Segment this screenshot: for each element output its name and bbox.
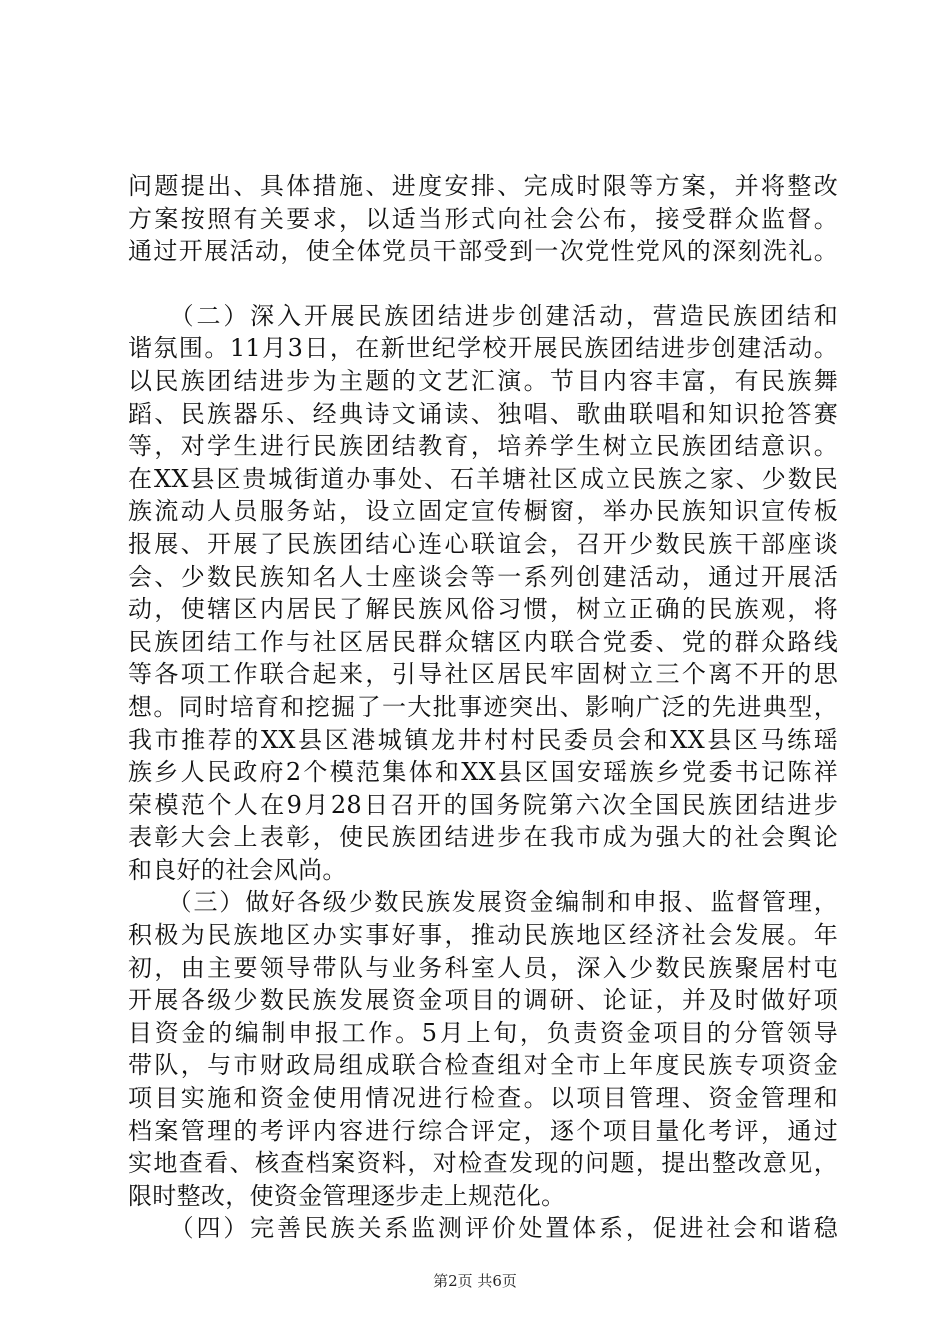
paragraph-4 xyxy=(128,1212,838,1245)
text-line: 蹈、民族器乐、经典诗文诵读、独唱、歌曲联唱和知识抢答赛 xyxy=(128,399,838,428)
text-line: 报展、开展了民族团结心连心联谊会，召开少数民族干部座谈 xyxy=(128,529,838,558)
text-line: 开展各级少数民族发展资金项目的调研、论证，并及时做好项 xyxy=(128,986,838,1015)
paragraph-3 xyxy=(128,886,838,1212)
text-line: 方案按照有关要求，以适当形式向社会公布，接受群众监督。 xyxy=(128,204,838,233)
text-line: 在XX县区贵城街道办事处、石羊塘社区成立民族之家、少数民 xyxy=(128,464,838,493)
paragraph-2 xyxy=(128,300,838,887)
document-body xyxy=(128,170,838,1245)
text-line: （四）完善民族关系监测评价处置体系，促进社会和谐稳 xyxy=(128,1214,838,1243)
text-line: 族流动人员服务站，设立固定宣传橱窗，举办民族知识宣传板 xyxy=(128,497,838,526)
text-line: 目资金的编制申报工作。5月上旬，负责资金项目的分管领导 xyxy=(128,1018,838,1047)
text-line: 带队，与市财政局组成联合检查组对全市上年度民族专项资金 xyxy=(128,1051,838,1080)
text-line: （三）做好各级少数民族发展资金编制和申报、监督管理， xyxy=(128,888,838,917)
text-line: 以民族团结进步为主题的文艺汇演。节目内容丰富，有民族舞 xyxy=(128,366,838,395)
text-line: （二）深入开展民族团结进步创建活动，营造民族团结和 xyxy=(128,301,838,330)
text-line: 会、少数民族知名人士座谈会等一系列创建活动，通过开展活 xyxy=(128,562,838,591)
text-line: 等，对学生进行民族团结教育，培养学生树立民族团结意识。 xyxy=(128,432,838,461)
text-line: 荣模范个人在9月28日召开的国务院第六次全国民族团结进步 xyxy=(128,790,838,819)
paragraph-spacer xyxy=(128,268,838,300)
text-line: 项目实施和资金使用情况进行检查。以项目管理、资金管理和 xyxy=(128,1084,838,1113)
text-line: 问题提出、具体措施、进度安排、完成时限等方案，并将整改 xyxy=(128,172,838,200)
text-line: 等各项工作联合起来，引导社区居民牢固树立三个离不开的思 xyxy=(128,660,838,689)
text-line: 档案管理的考评内容进行综合评定，逐个项目量化考评，通过 xyxy=(128,1116,838,1145)
text-line: 初，由主要领导带队与业务科室人员，深入少数民族聚居村屯 xyxy=(128,953,838,982)
text-line: 想。同时培育和挖掘了一大批事迹突出、影响广泛的先进典型， xyxy=(128,692,838,721)
text-line: 动，使辖区内居民了解民族风俗习惯，树立正确的民族观，将 xyxy=(128,595,838,624)
text-line: 实地查看、核查档案资料，对检查发现的问题，提出整改意见， xyxy=(128,1149,838,1178)
text-line: 族乡人民政府2个模范集体和XX县区国安瑶族乡党委书记陈祥 xyxy=(128,758,838,787)
text-line: 积极为民族地区办实事好事，推动民族地区经济社会发展。年 xyxy=(128,921,838,950)
text-line: 限时整改，使资金管理逐步走上规范化。 xyxy=(128,1181,566,1210)
text-line: 通过开展活动，使全体党员干部受到一次党性党风的深刻洗礼。 xyxy=(128,237,838,266)
text-line: 和良好的社会风尚。 xyxy=(128,855,347,884)
text-line: 民族团结工作与社区居民群众辖区内联合党委、党的群众路线 xyxy=(128,627,838,656)
text-line: 我市推荐的XX县区港城镇龙井村村民委员会和XX县区马练瑶 xyxy=(128,725,838,754)
text-line: 谐氛围。11月3日，在新世纪学校开展民族团结进步创建活动。 xyxy=(128,334,838,363)
paragraph-1 xyxy=(128,170,838,268)
text-line: 表彰大会上表彰，使民族团结进步在我市成为强大的社会舆论 xyxy=(128,823,838,852)
page-number-footer: 第2页 共6页 xyxy=(433,1272,517,1290)
